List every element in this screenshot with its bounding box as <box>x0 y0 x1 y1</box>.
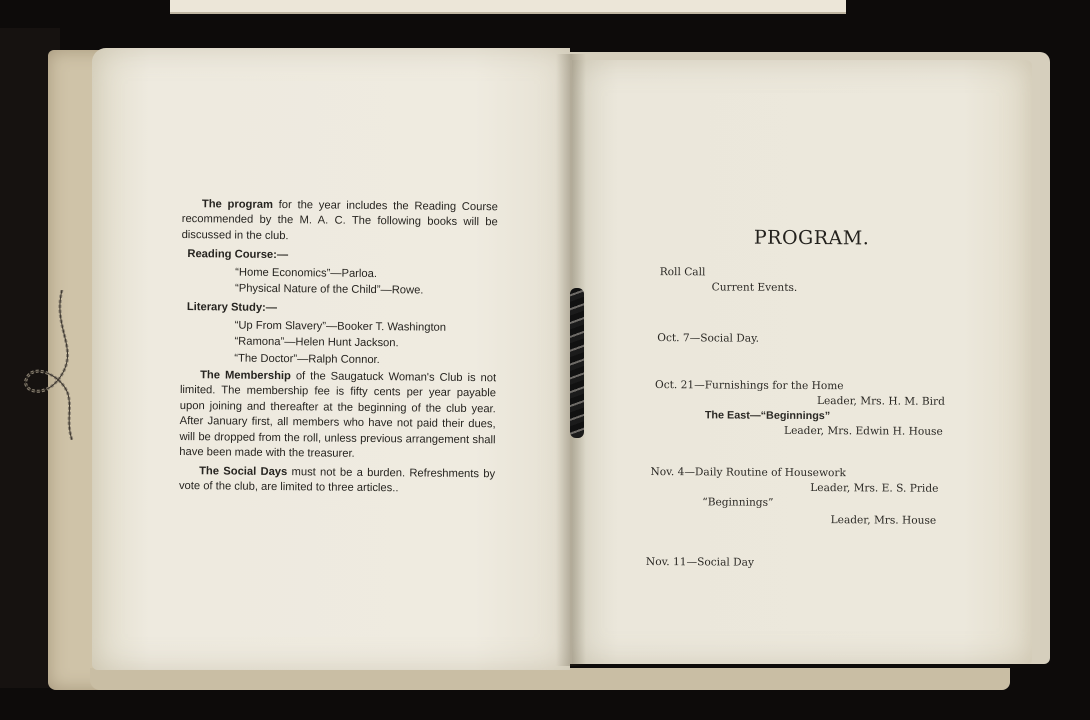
binding-cord-icon <box>570 288 584 438</box>
entry-nov-4: Nov. 4—Daily Routine of Housework <box>650 466 846 480</box>
booklet-bottom-edge <box>90 668 1010 690</box>
beginnings-topic: “Beginnings” <box>702 496 774 509</box>
top-card-edge <box>170 0 846 14</box>
social-days-paragraph <box>179 463 495 497</box>
membership-rest: of the Saugatuck Woman's Club is not limited. The membership fee is fifty cents per year payable upon joining and thereafter at the beginning of the club year. After January first, all members who have not paid their dues, will be dropped from the roll, unless previous arrangement shall have been made with the treasurer. <box>179 370 497 460</box>
intro-rest: for the year includes the Reading Course recommended by the M. A. C. The following books will be discussed in the club. <box>181 198 498 242</box>
leader-mrs-house: Leader, Mrs. House <box>830 514 937 527</box>
reading-course-heading: Reading Course:— <box>187 248 289 262</box>
literary-book-1: “Up From Slavery”—Booker T. Washington <box>234 319 447 334</box>
reading-book-1: “Home Economics”—Parloa. <box>235 266 378 280</box>
right-page-text <box>646 226 958 573</box>
left-page-text <box>179 197 498 501</box>
current-events: Current Events. <box>711 281 798 294</box>
social-days-lead: The Social Days <box>199 464 288 478</box>
literary-book-3: “The Doctor”—Ralph Connor. <box>234 352 380 366</box>
entry-oct-21: Oct. 21—Furnishings for the Home <box>654 379 844 393</box>
leader-bird: Leader, Mrs. H. M. Bird <box>816 395 945 408</box>
literary-study-heading: Literary Study:— <box>186 301 278 315</box>
social-days-rest: must not be a burden. Refreshments by vote of the club, are limited to three articles.. <box>178 465 496 495</box>
entry-nov-11: Nov. 11—Social Day <box>645 555 754 569</box>
literary-book-2: “Ramona”—Helen Hunt Jackson. <box>234 335 399 350</box>
membership-paragraph <box>179 368 496 464</box>
intro-lead: The program <box>201 198 274 211</box>
roll-call: Roll Call <box>659 266 706 279</box>
entry-oct-7: Oct. 7—Social Day. <box>657 332 760 345</box>
program-title: PROGRAM. <box>753 226 870 250</box>
membership-lead: The Membership <box>200 369 291 383</box>
leader-edwin-house: Leader, Mrs. Edwin H. House <box>784 424 943 438</box>
east-topic: The East—“Beginnings” <box>704 409 831 423</box>
cord-tassel-icon <box>22 290 78 440</box>
intro-paragraph <box>182 197 498 247</box>
reading-book-2: “Physical Nature of the Child”—Rowe. <box>234 282 424 297</box>
leader-pride: Leader, Mrs. E. S. Pride <box>810 481 939 495</box>
